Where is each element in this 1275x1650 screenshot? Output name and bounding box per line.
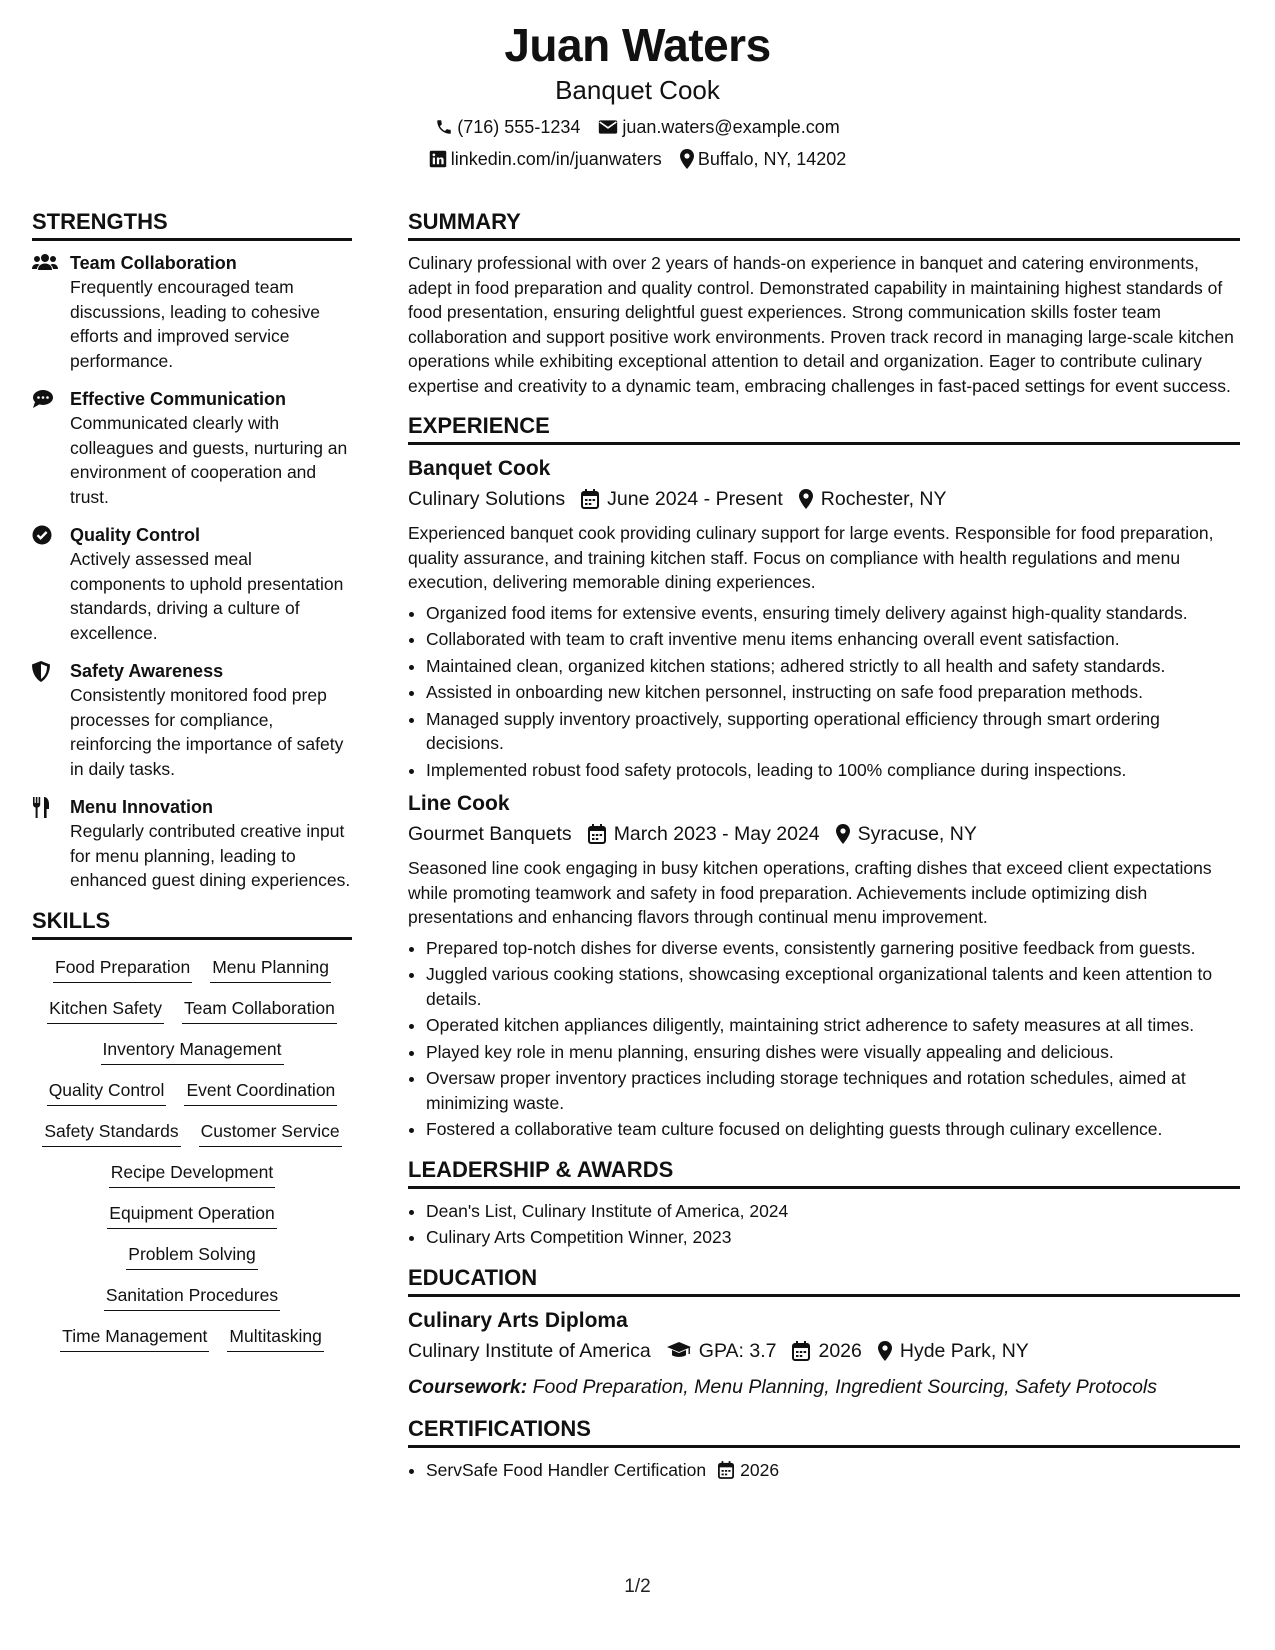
strength-item [32,387,352,509]
job-bullets [408,936,1240,1142]
candidate-name: Juan Waters [504,19,771,71]
map-marker-icon [878,1341,892,1361]
summary-heading: SUMMARY [408,208,1240,241]
job-title: Banquet Cook [408,457,551,480]
skill-tag: Event Coordination [184,1079,337,1106]
skill-tag: Food Preparation [53,956,192,983]
phone-contact [435,116,580,138]
experience-section [408,412,1240,1142]
job-bullet: • Implemented robust food safety protocols, leading to 100% compliance during inspections. [426,758,1240,783]
resume-header [0,18,1275,170]
skill-tag: Sanitation Procedures [104,1284,280,1311]
linkedin-icon [429,150,447,168]
calendar-icon [588,824,606,844]
certification-item [426,1458,1240,1483]
job-bullet: • Oversaw proper inventory practices including storage techniques and rotation schedules, aimed at minimizing waste. [426,1066,1240,1115]
job-dates: June 2024 - Present [607,488,783,510]
summary-section [408,208,1240,398]
skill-tag: Quality Control [47,1079,167,1106]
education-heading: EDUCATION [408,1264,1240,1297]
shield-icon [32,659,70,781]
school-name: Culinary Institute of America [408,1339,651,1362]
skill-tag: Safety Standards [42,1120,180,1147]
contact-row-1 [0,116,1275,138]
certification-name: • ServSafe Food Handler Certification [426,1459,707,1480]
awards-list [408,1199,1240,1250]
job-entry [408,790,1240,1142]
degree-title: Culinary Arts Diploma [408,1308,628,1332]
strength-item [32,523,352,645]
strength-title: Team Collaboration [70,253,237,273]
job-title: Line Cook [408,792,510,815]
users-icon [32,251,70,373]
job-bullet: • Maintained clean, organized kitchen stations; adhered strictly to all health and safety standards. [426,654,1240,679]
coursework-text: Food Preparation, Menu Planning, Ingredient Sourcing, Safety Protocols [532,1375,1157,1398]
experience-heading: EXPERIENCE [408,412,1240,445]
skills-heading: SKILLS [32,907,352,940]
job-bullet: • Juggled various cooking stations, showcasing exceptional organizational talents and keen attention to details. [426,962,1240,1011]
map-marker-icon [799,489,813,509]
summary-text: Culinary professional with over 2 years of hands-on experience in banquet and catering environments, adept in food preparation and quality control. Demonstrated capability in maintaining highest standards of food presentation, ensuring delightful guest experiences. Strong communication skills foster team collaboration and support positive work environments. Proven track record in managing large-scale kitchen operations while exhibiting exceptional attention to detail and organization. Eager to contribute culinary expertise and creativity to a dynamic team, embracing challenges in fast-paced settings for event success. [408,253,1234,396]
map-marker-icon [680,149,694,169]
coursework [408,1373,1240,1401]
envelope-icon [598,119,618,135]
location-text: Buffalo, NY, 14202 [697,149,847,169]
job-bullet: • Prepared top-notch dishes for diverse events, consistently garnering positive feedback from guests. [426,936,1240,961]
job-bullets [408,601,1240,783]
email-text[interactable]: juan.waters@example.com [622,117,840,137]
right-column [408,208,1240,1496]
skill-tag: Multitasking [227,1325,323,1352]
award-item: • Dean's List, Culinary Institute of America, 2024 [426,1199,1240,1224]
strength-item [32,251,352,373]
strength-desc: Frequently encouraged team discussions, leading to cohesive efforts and improved service performance. [70,277,321,371]
job-company: Gourmet Banquets [408,823,572,845]
skill-tag: Customer Service [199,1120,342,1147]
skill-tag: Recipe Development [109,1161,275,1188]
phone-icon [435,118,453,136]
page-number: 1/2 [624,1576,651,1597]
calendar-icon [792,1341,810,1361]
strength-title: Safety Awareness [70,661,224,681]
skills-section [32,907,352,1352]
job-bullet: • Operated kitchen appliances diligently, maintaining strict adherence to safety measures at all times. [426,1013,1240,1038]
skill-tag: Kitchen Safety [47,997,164,1024]
job-bullet: • Collaborated with team to craft inventive menu items enhancing overall event satisfaction. [426,627,1240,652]
strengths-heading: STRENGTHS [32,208,352,241]
certifications-heading: CERTIFICATIONS [408,1415,1240,1448]
awards-heading: LEADERSHIP & AWARDS [408,1156,1240,1189]
utensils-icon [32,795,70,893]
candidate-title: Banquet Cook [555,75,720,105]
strengths-section [32,208,352,893]
strength-title: Menu Innovation [70,797,213,817]
calendar-icon [581,489,599,509]
check-circle-icon [32,523,70,645]
job-bullet: • Played key role in menu planning, ensuring dishes were visually appealing and delicious. [426,1040,1240,1065]
email-contact[interactable] [598,116,839,138]
contact-row-2 [0,148,1275,170]
job-description: Seasoned line cook engaging in busy kitchen operations, crafting dishes that exceed client expectations while promoting teamwork and safety in food preparation. Achievements include optimizing dish presentations and enhancing flavors through continual menu improvement. [408,858,1212,927]
map-marker-icon [836,824,850,844]
job-location: Rochester, NY [820,488,947,510]
award-item: • Culinary Arts Competition Winner, 2023 [426,1225,1240,1250]
coursework-label: Coursework: [408,1375,528,1398]
skills-list [32,950,352,1352]
job-meta [408,820,1240,848]
education-section [408,1264,1240,1401]
job-dates: March 2023 - May 2024 [613,823,820,845]
job-meta [408,485,1240,513]
education-meta [408,1337,1240,1365]
skill-tag: Team Collaboration [182,997,337,1024]
job-bullet: • Fostered a collaborative team culture focused on delighting guests through culinary excellence. [426,1117,1240,1142]
awards-section [408,1156,1240,1250]
job-bullet: • Managed supply inventory proactively, supporting operational efficiency through smart ordering decisions. [426,707,1240,756]
school-location: Hyde Park, NY [899,1339,1029,1362]
certifications-list [408,1458,1240,1483]
job-entry [408,455,1240,782]
strength-item [32,659,352,781]
location-contact [680,148,846,170]
comment-icon [32,387,70,509]
skill-tag: Menu Planning [210,956,331,983]
strength-title: Quality Control [70,525,200,545]
skill-tag: Inventory Management [101,1038,284,1065]
certifications-section [408,1415,1240,1483]
left-column [32,208,352,1366]
job-bullet: • Organized food items for extensive events, ensuring timely delivery against high-quality standards. [426,601,1240,626]
job-bullet: • Assisted in onboarding new kitchen personnel, instructing on safe food preparation methods. [426,680,1240,705]
skill-tag: Problem Solving [126,1243,257,1270]
job-company: Culinary Solutions [408,488,566,510]
linkedin-text[interactable]: linkedin.com/in/juanwaters [450,149,662,169]
strength-desc: Regularly contributed creative input for menu planning, leading to enhanced guest dining experiences. [70,821,351,890]
calendar-icon [718,1461,734,1479]
strength-title: Effective Communication [70,389,287,409]
job-description: Experienced banquet cook providing culinary support for large events. Responsible for food preparation, quality assurance, and training kitchen staff. Focus on compliance with health regulations and menu execution, delivering memorable dining experiences. [408,523,1214,592]
graduation-year: 2026 [818,1339,862,1362]
strength-desc: Actively assessed meal components to uphold presentation standards, driving a culture of excellence. [70,549,344,643]
skill-tag: Time Management [60,1325,209,1352]
gpa: GPA: 3.7 [698,1339,777,1362]
job-location: Syracuse, NY [857,823,977,845]
strength-item [32,795,352,893]
strength-desc: Communicated clearly with colleagues and guests, nurturing an environment of cooperation and trust. [70,413,348,507]
skill-tag: Equipment Operation [107,1202,276,1229]
strength-desc: Consistently monitored food prep processes for compliance, reinforcing the importance of safety in daily tasks. [70,685,344,779]
phone-text: (716) 555-1234 [457,117,581,137]
linkedin-contact[interactable] [429,148,662,170]
graduation-cap-icon [667,1342,691,1360]
certification-year: 2026 [740,1459,780,1480]
